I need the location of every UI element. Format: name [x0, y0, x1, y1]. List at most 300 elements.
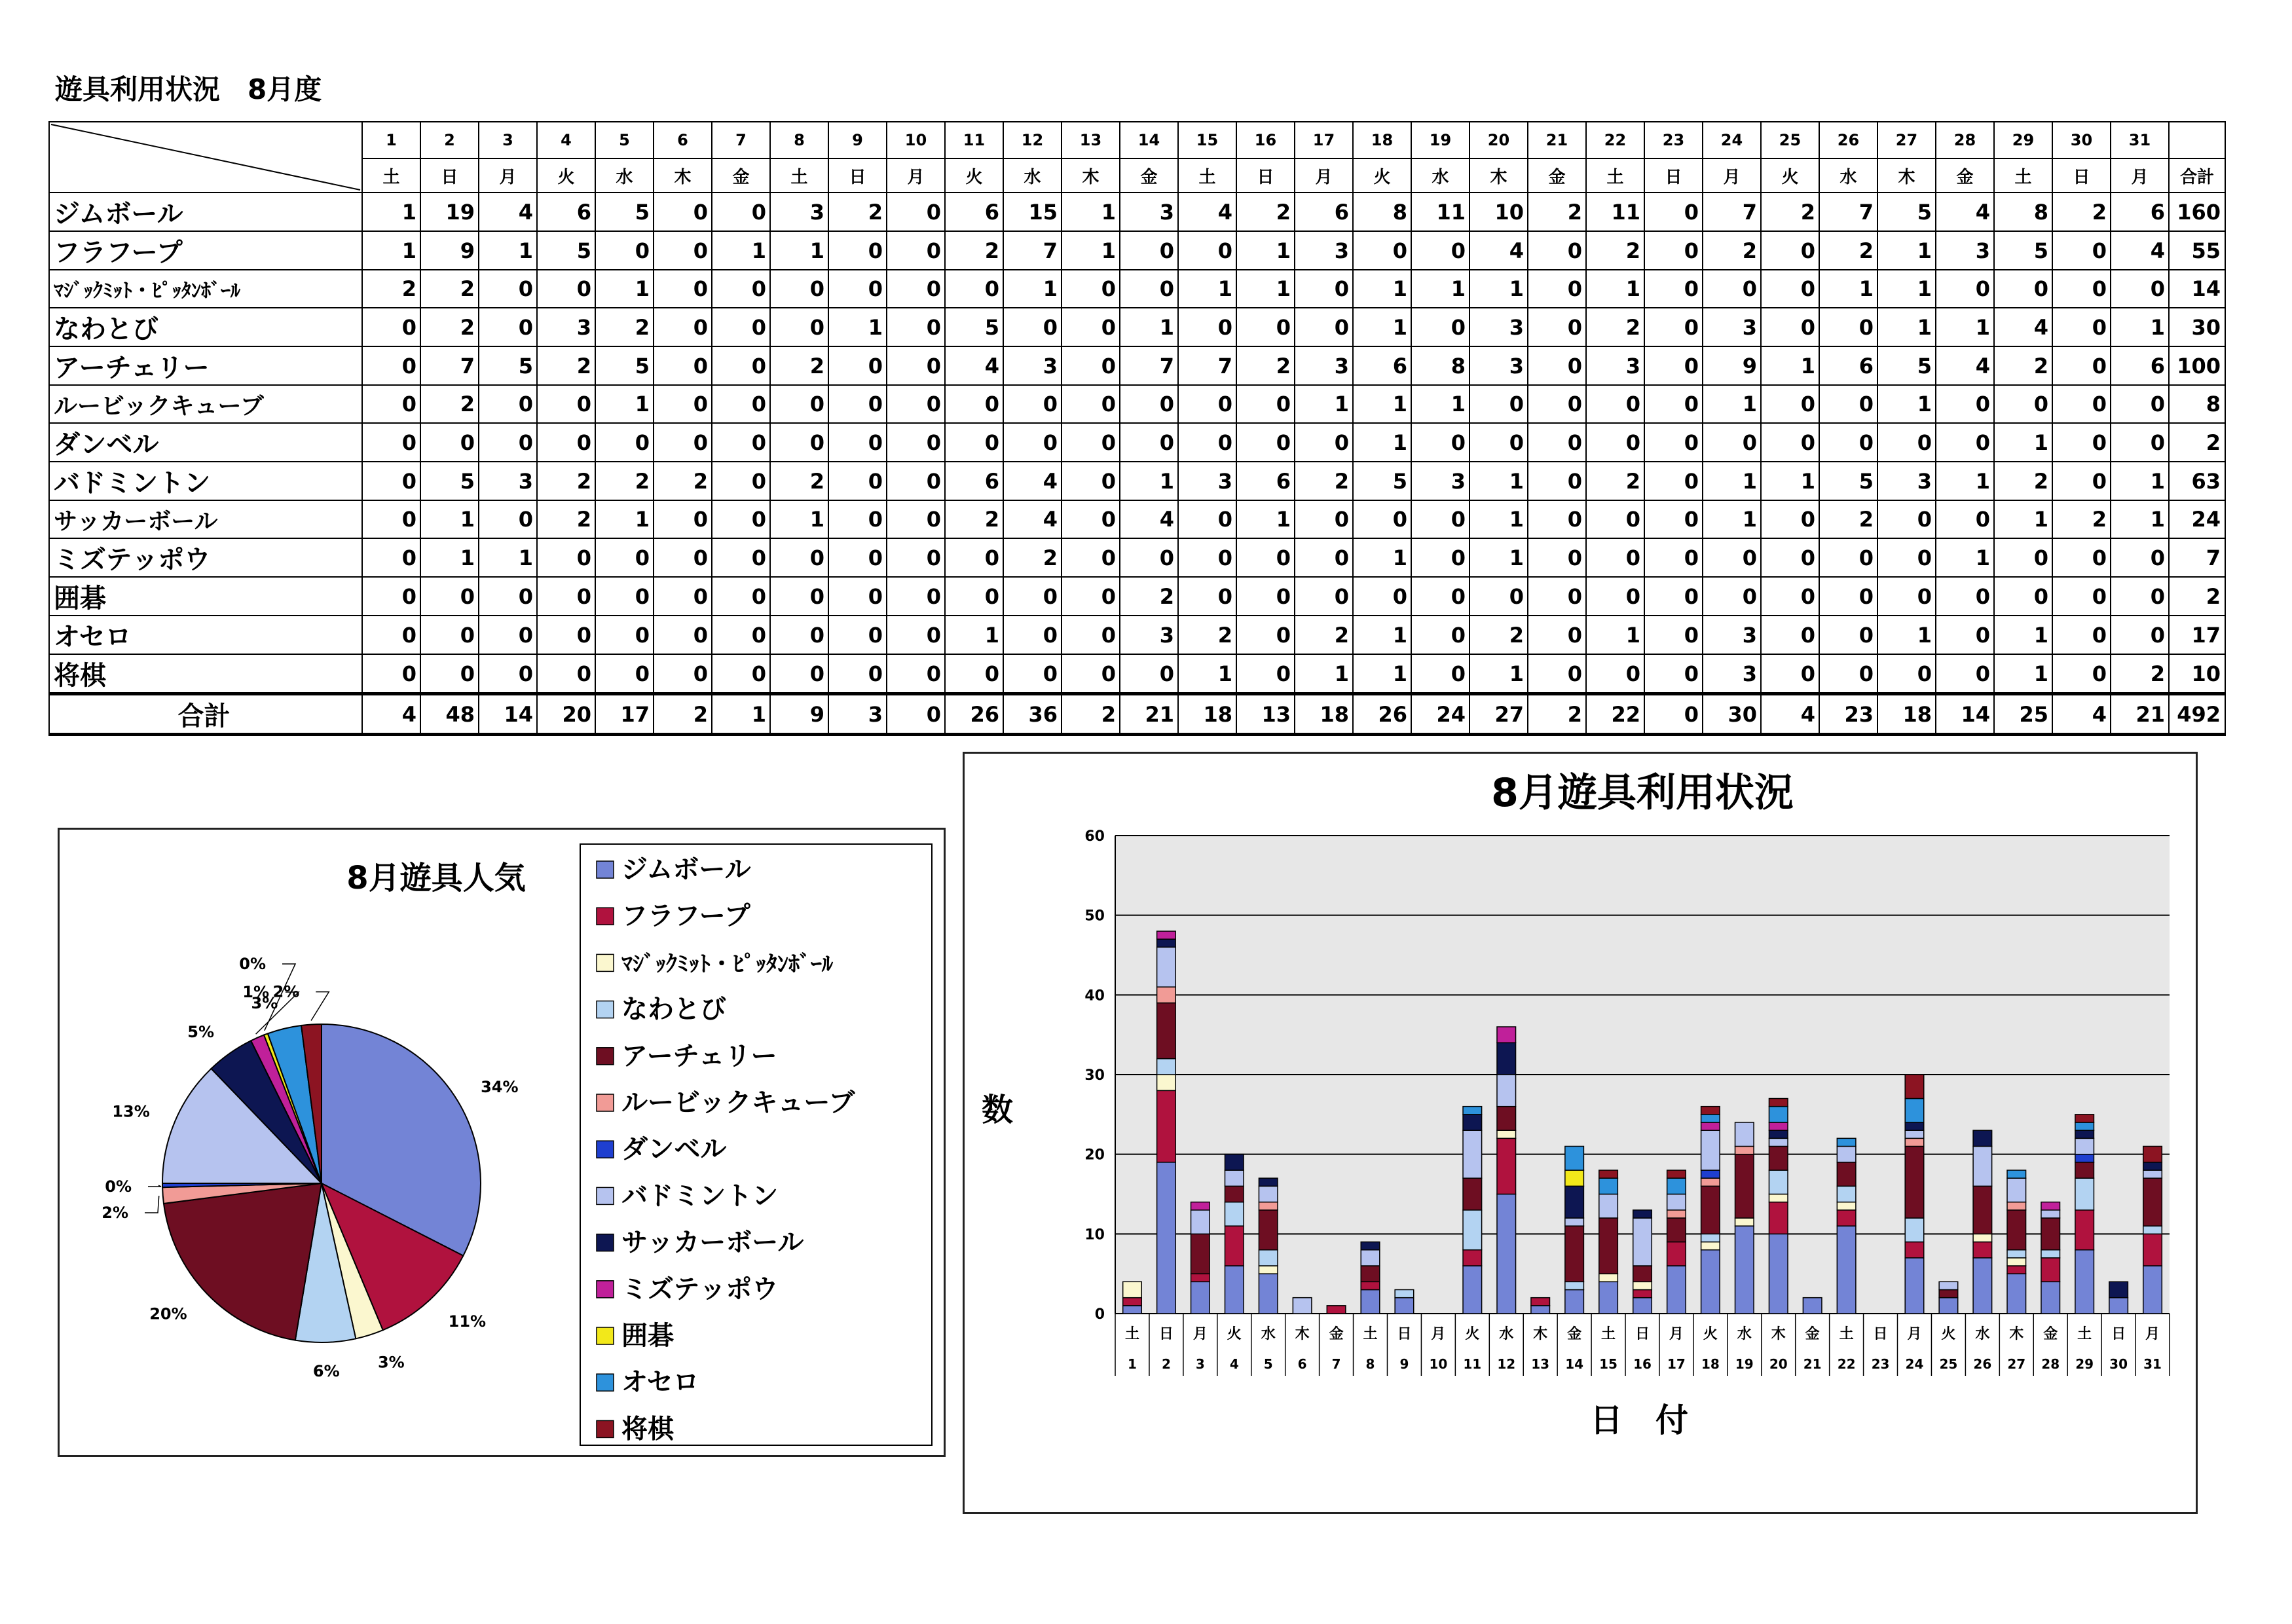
x-day-label: 14 — [1565, 1356, 1584, 1372]
x-day-label: 5 — [1263, 1356, 1273, 1372]
legend-label: ジムボール — [621, 855, 751, 885]
cell-value: 0 — [945, 423, 1003, 462]
x-weekday-label: 月 — [1192, 1326, 1208, 1342]
cell-value: 0 — [1994, 538, 2052, 577]
weekday-header: 水 — [1411, 158, 1469, 193]
bar-segment — [1463, 1250, 1482, 1266]
bar-segment — [2007, 1170, 2026, 1178]
cell-value: 0 — [1761, 270, 1819, 308]
cell-value: 3 — [537, 308, 595, 346]
bar-segment — [1667, 1242, 1686, 1266]
cell-value: 0 — [1411, 538, 1469, 577]
cell-value: 4 — [479, 193, 537, 231]
pie-percent-label: 2% — [272, 982, 300, 1001]
bar-segment — [1803, 1298, 1822, 1314]
legend-swatch — [597, 1281, 614, 1298]
x-weekday-label: 木 — [1295, 1326, 1310, 1342]
legend-swatch — [597, 1094, 614, 1111]
x-weekday-label: 土 — [2077, 1326, 2092, 1342]
bar-segment — [1667, 1170, 1686, 1178]
cell-value: 0 — [887, 346, 945, 385]
cell-value: 0 — [1936, 654, 1994, 694]
cell-value: 2 — [2052, 500, 2111, 538]
bar-segment — [1769, 1107, 1788, 1122]
x-weekday-label: 金 — [1329, 1326, 1344, 1342]
cell-value: 0 — [1353, 231, 1411, 270]
bar-segment — [1973, 1186, 1992, 1234]
bar-segment — [1599, 1282, 1618, 1314]
bar-segment — [1735, 1147, 1754, 1154]
cell-value: 3 — [1703, 654, 1761, 694]
cell-value: 1 — [1236, 231, 1295, 270]
bar-segment — [2075, 1210, 2094, 1250]
cell-value: 0 — [1062, 346, 1120, 385]
corner-diagonal — [51, 124, 360, 190]
y-tick-label: 60 — [1084, 828, 1105, 845]
x-day-label: 15 — [1599, 1356, 1617, 1372]
bar-segment — [1837, 1226, 1856, 1314]
weekday-header: 月 — [2111, 158, 2169, 193]
row-name: バドミントン — [49, 462, 362, 500]
cell-value: 0 — [828, 577, 887, 616]
cell-value: 0 — [1819, 577, 1877, 616]
bar-segment — [2075, 1138, 2094, 1154]
cell-value: 8 — [1411, 346, 1469, 385]
cell-value: 0 — [887, 193, 945, 231]
cell-value: 15 — [1003, 193, 1062, 231]
day-total: 21 — [1120, 694, 1178, 735]
cell-value: 5 — [537, 231, 595, 270]
x-weekday-label: 土 — [1363, 1326, 1378, 1342]
cell-value: 0 — [1236, 577, 1295, 616]
cell-value: 0 — [362, 346, 420, 385]
bar-segment — [1463, 1130, 1482, 1178]
cell-value: 0 — [362, 577, 420, 616]
x-day-label: 23 — [1871, 1356, 1890, 1372]
cell-value: 0 — [654, 538, 712, 577]
cell-value: 19 — [420, 193, 479, 231]
legend-swatch — [597, 908, 614, 925]
cell-value: 0 — [362, 654, 420, 694]
cell-value: 1 — [1353, 616, 1411, 654]
bar-segment — [1565, 1226, 1584, 1282]
x-weekday-label: 日 — [1397, 1326, 1412, 1342]
bar-segment — [1973, 1234, 1992, 1242]
cell-value: 0 — [1994, 577, 2052, 616]
row-total: 30 — [2169, 308, 2225, 346]
cell-value: 2 — [1586, 462, 1644, 500]
cell-value: 1 — [1178, 654, 1236, 694]
pie-percent-label: 5% — [187, 1022, 215, 1041]
cell-value: 0 — [1528, 462, 1586, 500]
cell-value: 0 — [420, 616, 479, 654]
cell-value: 0 — [1644, 462, 1703, 500]
x-day-label: 12 — [1497, 1356, 1516, 1372]
cell-value: 0 — [2111, 385, 2169, 423]
cell-value: 0 — [537, 577, 595, 616]
bar-segment — [1157, 939, 1176, 947]
cell-value: 0 — [1528, 270, 1586, 308]
x-weekday-label: 木 — [1771, 1326, 1786, 1342]
x-day-label: 3 — [1195, 1356, 1205, 1372]
bar-segment — [1123, 1306, 1142, 1314]
bar-segment — [2007, 1178, 2026, 1202]
cell-value: 0 — [1062, 500, 1120, 538]
x-weekday-label: 月 — [1907, 1326, 1922, 1342]
y-tick-label: 20 — [1084, 1147, 1105, 1164]
bar-chart — [965, 754, 2196, 1512]
cell-value: 0 — [595, 423, 654, 462]
cell-value: 0 — [362, 538, 420, 577]
bar-segment — [1361, 1282, 1380, 1289]
x-weekday-label: 日 — [2111, 1326, 2126, 1342]
x-day-label: 11 — [1463, 1356, 1482, 1372]
day-number-header: 1 — [362, 122, 420, 158]
bar-segment — [1701, 1250, 1720, 1314]
legend-label: オセロ — [621, 1367, 699, 1398]
x-weekday-label: 土 — [1124, 1326, 1139, 1342]
legend-label: アーチェリー — [621, 1041, 777, 1071]
row-total: 24 — [2169, 500, 2225, 538]
cell-value: 0 — [1295, 500, 1353, 538]
row-name: なわとび — [49, 308, 362, 346]
bar-segment — [1769, 1202, 1788, 1234]
bar-segment — [1837, 1202, 1856, 1210]
row-name: フラフープ — [49, 231, 362, 270]
bar-segment — [1769, 1122, 1788, 1130]
pie-leader-line — [145, 1196, 159, 1213]
cell-value: 2 — [945, 231, 1003, 270]
cell-value: 0 — [887, 500, 945, 538]
cell-value: 0 — [1936, 423, 1994, 462]
cell-value: 1 — [1469, 538, 1528, 577]
bar-segment — [2007, 1258, 2026, 1266]
cell-value: 0 — [712, 538, 770, 577]
bar-segment — [1157, 1003, 1176, 1059]
cell-value: 0 — [654, 193, 712, 231]
cell-value: 1 — [595, 270, 654, 308]
bar-segment — [2143, 1226, 2162, 1234]
pie-percent-label: 0% — [239, 955, 266, 973]
day-number-header: 2 — [420, 122, 479, 158]
cell-value: 0 — [712, 423, 770, 462]
bar-segment — [1395, 1290, 1414, 1298]
weekday-header: 土 — [770, 158, 828, 193]
cell-value: 0 — [479, 500, 537, 538]
cell-value: 11 — [1586, 193, 1644, 231]
cell-value: 3 — [1469, 308, 1528, 346]
x-day-label: 30 — [2109, 1356, 2128, 1372]
weekday-header: 月 — [887, 158, 945, 193]
weekday-header: 日 — [1236, 158, 1295, 193]
bar-segment — [1361, 1290, 1380, 1314]
cell-value: 0 — [1877, 654, 1936, 694]
cell-value: 2 — [1295, 616, 1353, 654]
cell-value: 3 — [1295, 231, 1353, 270]
pie-percent-label: 20% — [149, 1304, 187, 1323]
cell-value: 7 — [1703, 193, 1761, 231]
cell-value: 1 — [1353, 423, 1411, 462]
cell-value: 0 — [1877, 577, 1936, 616]
cell-value: 0 — [1120, 270, 1178, 308]
row-name: ﾏｼﾞｯｸﾐｯﾄ・ﾋﾟｯﾀﾝﾎﾞｰﾙ — [49, 270, 362, 308]
cell-value: 3 — [1411, 462, 1469, 500]
row-total: 160 — [2169, 193, 2225, 231]
cell-value: 0 — [1528, 538, 1586, 577]
x-weekday-label: 土 — [1601, 1326, 1616, 1342]
cell-value: 0 — [654, 308, 712, 346]
total-header-blank — [2169, 122, 2225, 158]
bar-segment — [1157, 931, 1176, 939]
cell-value: 0 — [1761, 308, 1819, 346]
cell-value: 0 — [1411, 500, 1469, 538]
day-total: 25 — [1994, 694, 2052, 735]
cell-value: 1 — [1062, 193, 1120, 231]
day-number-header: 26 — [1819, 122, 1877, 158]
cell-value: 0 — [1761, 385, 1819, 423]
bar-segment — [1939, 1282, 1958, 1289]
bar-segment — [1157, 1162, 1176, 1314]
x-weekday-label: 月 — [2145, 1326, 2160, 1342]
cell-value: 3 — [1877, 462, 1936, 500]
cell-value: 3 — [770, 193, 828, 231]
cell-value: 0 — [1819, 654, 1877, 694]
x-weekday-label: 日 — [1873, 1326, 1888, 1342]
cell-value: 0 — [2111, 577, 2169, 616]
cell-value: 0 — [1062, 538, 1120, 577]
cell-value: 0 — [1120, 385, 1178, 423]
day-total: 2 — [654, 694, 712, 735]
cell-value: 0 — [2111, 423, 2169, 462]
cell-value: 0 — [2111, 270, 2169, 308]
bar-segment — [2041, 1250, 2060, 1258]
table-row — [49, 346, 2225, 385]
bar-segment — [2109, 1282, 2128, 1297]
cell-value: 8 — [1353, 193, 1411, 231]
pie-leader-line — [148, 1185, 161, 1187]
usage-table — [48, 121, 2226, 736]
bar-title: 8月遊具利用状況 — [1491, 770, 1794, 816]
y-tick-label: 0 — [1094, 1306, 1105, 1323]
weekday-header: 土 — [362, 158, 420, 193]
cell-value: 1 — [1703, 385, 1761, 423]
cell-value: 6 — [2111, 346, 2169, 385]
cell-value: 0 — [1120, 654, 1178, 694]
cell-value: 0 — [1003, 308, 1062, 346]
cell-value: 2 — [595, 462, 654, 500]
cell-value: 2 — [420, 385, 479, 423]
weekday-header: 火 — [1353, 158, 1411, 193]
cell-value: 2 — [770, 462, 828, 500]
cell-value: 1 — [1586, 270, 1644, 308]
cell-value: 0 — [1003, 654, 1062, 694]
weekday-header: 木 — [1469, 158, 1528, 193]
cell-value: 0 — [2052, 538, 2111, 577]
cell-value: 1 — [1877, 616, 1936, 654]
cell-value: 3 — [1469, 346, 1528, 385]
cell-value: 1 — [1761, 346, 1819, 385]
table-row — [49, 654, 2225, 694]
cell-value: 1 — [1411, 385, 1469, 423]
cell-value: 2 — [1994, 346, 2052, 385]
cell-value: 5 — [945, 308, 1003, 346]
bar-segment — [1905, 1258, 1924, 1314]
cell-value: 0 — [1469, 423, 1528, 462]
day-total: 22 — [1586, 694, 1644, 735]
x-weekday-label: 水 — [1975, 1326, 1990, 1342]
bar-segment — [1633, 1298, 1652, 1314]
legend-label: サッカーボール — [621, 1227, 804, 1258]
legend-swatch — [597, 954, 614, 971]
bar-segment — [1497, 1138, 1516, 1194]
bar-segment — [1667, 1178, 1686, 1194]
bar-segment — [1565, 1218, 1584, 1226]
x-weekday-label: 水 — [1261, 1326, 1276, 1342]
cell-value: 2 — [1003, 538, 1062, 577]
cell-value: 0 — [887, 462, 945, 500]
cell-value: 0 — [1586, 538, 1644, 577]
table-row — [49, 462, 2225, 500]
day-number-header: 19 — [1411, 122, 1469, 158]
weekday-header: 火 — [537, 158, 595, 193]
day-number-header: 20 — [1469, 122, 1528, 158]
cell-value: 10 — [1469, 193, 1528, 231]
bar-segment — [1463, 1266, 1482, 1314]
cell-value: 4 — [1120, 500, 1178, 538]
bar-chart-panel — [963, 752, 2198, 1514]
cell-value: 0 — [828, 654, 887, 694]
cell-value: 1 — [1062, 231, 1120, 270]
cell-value: 1 — [1761, 462, 1819, 500]
x-weekday-label: 日 — [1635, 1326, 1650, 1342]
cell-value: 0 — [362, 385, 420, 423]
cell-value: 1 — [1295, 654, 1353, 694]
cell-value: 0 — [945, 385, 1003, 423]
bar-segment — [1769, 1130, 1788, 1138]
day-total: 36 — [1003, 694, 1062, 735]
cell-value: 0 — [945, 538, 1003, 577]
cell-value: 4 — [1469, 231, 1528, 270]
cell-value: 8 — [1994, 193, 2052, 231]
weekday-header: 金 — [712, 158, 770, 193]
cell-value: 1 — [420, 538, 479, 577]
cell-value: 0 — [1003, 423, 1062, 462]
cell-value: 0 — [2052, 654, 2111, 694]
cell-value: 0 — [1644, 654, 1703, 694]
cell-value: 0 — [654, 654, 712, 694]
cell-value: 5 — [1819, 462, 1877, 500]
cell-value: 0 — [362, 616, 420, 654]
cell-value: 0 — [479, 423, 537, 462]
cell-value: 0 — [887, 308, 945, 346]
cell-value: 0 — [1644, 500, 1703, 538]
x-weekday-label: 日 — [1158, 1326, 1174, 1342]
cell-value: 0 — [595, 538, 654, 577]
bar-segment — [1497, 1130, 1516, 1138]
cell-value: 5 — [1994, 231, 2052, 270]
cell-value: 0 — [712, 577, 770, 616]
weekday-header: 金 — [1528, 158, 1586, 193]
bar-segment — [2075, 1115, 2094, 1122]
cell-value: 1 — [2111, 308, 2169, 346]
bar-segment — [1497, 1043, 1516, 1075]
cell-value: 1 — [362, 193, 420, 231]
legend-swatch — [597, 1187, 614, 1204]
bar-segment — [1837, 1210, 1856, 1226]
cell-value: 0 — [362, 462, 420, 500]
cell-value: 0 — [828, 270, 887, 308]
x-day-label: 2 — [1161, 1356, 1171, 1372]
legend-label: 囲碁 — [621, 1321, 674, 1351]
cell-value: 0 — [362, 308, 420, 346]
y-axis-label: 数 — [981, 1092, 1014, 1128]
bar-segment — [1701, 1122, 1720, 1130]
bar-segment — [1259, 1250, 1278, 1266]
cell-value: 0 — [1586, 654, 1644, 694]
x-weekday-label: 金 — [2043, 1326, 2058, 1342]
bar-segment — [1225, 1266, 1244, 1314]
cell-value: 0 — [945, 270, 1003, 308]
cell-value: 1 — [1353, 308, 1411, 346]
bar-segment — [1259, 1178, 1278, 1186]
cell-value: 0 — [1994, 270, 2052, 308]
cell-value: 2 — [1819, 500, 1877, 538]
cell-value: 3 — [1295, 346, 1353, 385]
table-row — [49, 308, 2225, 346]
cell-value: 0 — [1644, 538, 1703, 577]
cell-value: 1 — [1295, 385, 1353, 423]
cell-value: 0 — [479, 654, 537, 694]
x-day-label: 18 — [1701, 1356, 1720, 1372]
cell-value: 0 — [828, 538, 887, 577]
cell-value: 1 — [1703, 462, 1761, 500]
cell-value: 4 — [1003, 500, 1062, 538]
pie-chart — [60, 830, 944, 1455]
cell-value: 0 — [1644, 231, 1703, 270]
x-day-label: 29 — [2075, 1356, 2094, 1372]
cell-value: 0 — [1528, 308, 1586, 346]
x-day-label: 19 — [1735, 1356, 1754, 1372]
pie-percent-label: 11% — [448, 1312, 487, 1331]
bar-segment — [1735, 1154, 1754, 1218]
x-weekday-label: 金 — [1805, 1326, 1820, 1342]
bar-segment — [2143, 1162, 2162, 1170]
cell-value: 0 — [654, 616, 712, 654]
day-total: 3 — [828, 694, 887, 735]
legend-swatch — [597, 1420, 614, 1437]
bar-segment — [1735, 1122, 1754, 1147]
bar-segment — [2041, 1258, 2060, 1282]
cell-value: 1 — [595, 385, 654, 423]
cell-value: 0 — [420, 577, 479, 616]
day-total: 13 — [1236, 694, 1295, 735]
cell-value: 0 — [1295, 538, 1353, 577]
bar-segment — [1701, 1130, 1720, 1170]
weekday-header: 水 — [1819, 158, 1877, 193]
cell-value: 0 — [1644, 423, 1703, 462]
cell-value: 2 — [537, 500, 595, 538]
day-number-header: 21 — [1528, 122, 1586, 158]
x-weekday-label: 月 — [1669, 1326, 1684, 1342]
row-name: サッカーボール — [49, 500, 362, 538]
cell-value: 7 — [1003, 231, 1062, 270]
day-total: 4 — [2052, 694, 2111, 735]
cell-value: 2 — [1994, 462, 2052, 500]
cell-value: 0 — [1003, 577, 1062, 616]
bar-segment — [1123, 1282, 1142, 1297]
bar-segment — [1497, 1107, 1516, 1131]
bar-segment — [1157, 1090, 1176, 1162]
